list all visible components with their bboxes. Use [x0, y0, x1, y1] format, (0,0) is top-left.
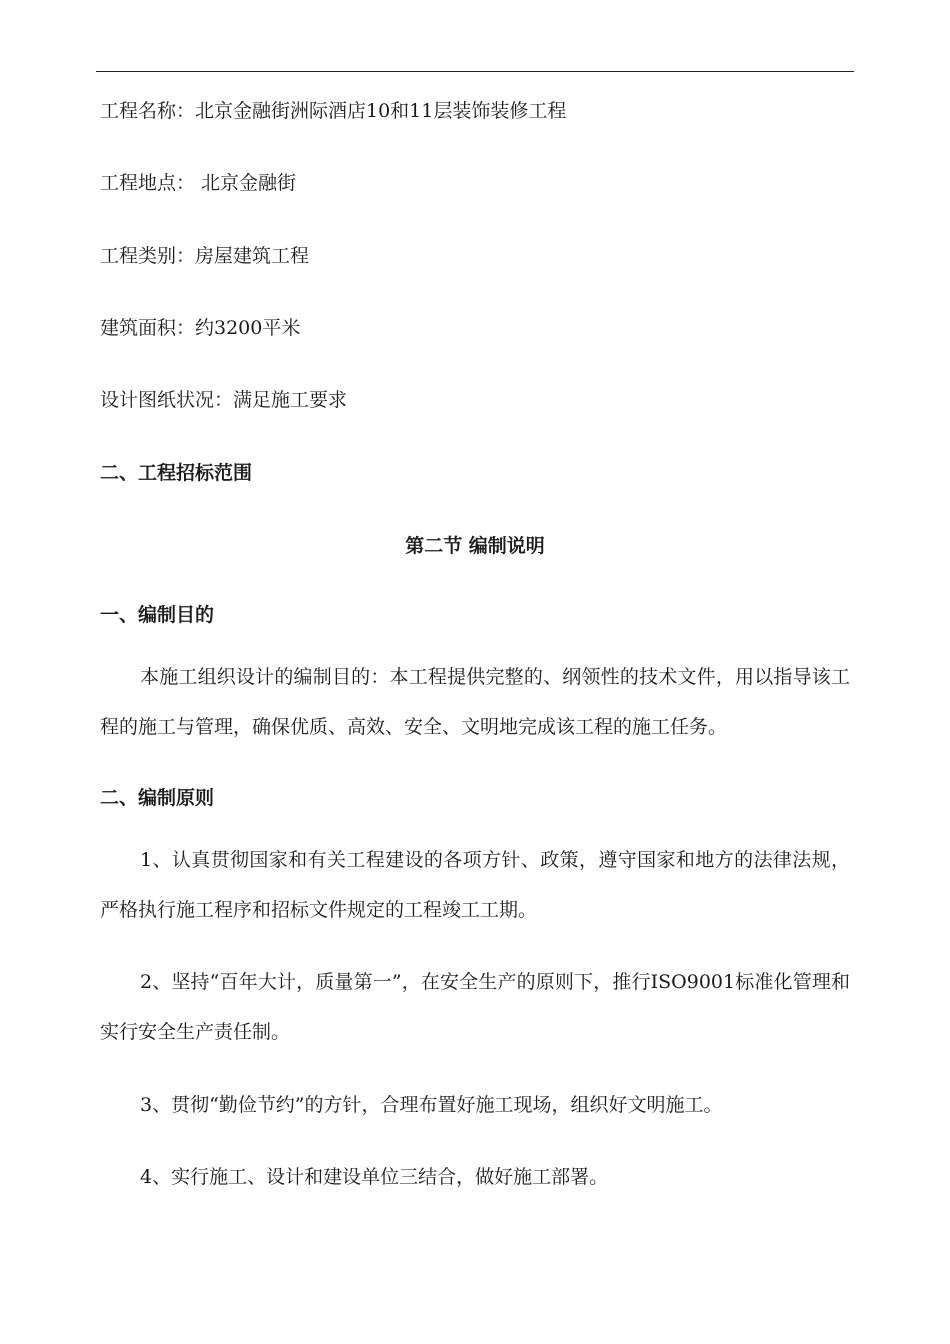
purpose-paragraph: 本施工组织设计的编制目的：本工程提供完整的、纲领性的技术文件，用以指导该工程的施工与管理，确保优质、高效、安全、文明地完成该工程的施工任务。: [100, 666, 850, 738]
principle-item: 3、贯彻“勤俭节约”的方针，合理布置好施工现场，组织好文明施工。: [140, 1094, 723, 1116]
drawing-status: 设计图纸状况：满足施工要求: [100, 389, 348, 411]
principle-item: 2、坚持“百年大计，质量第一”，在安全生产的原则下，推行ISO9001标准化管理和实行安全生产责任制。: [100, 971, 850, 1043]
bid-scope-heading: 二、工程招标范围: [100, 462, 253, 484]
section-title: 第二节 编制说明: [405, 535, 545, 557]
purpose-heading: 一、编制目的: [100, 604, 215, 626]
project-category: 工程类别：房屋建筑工程: [100, 245, 310, 267]
project-location: 工程地点： 北京金融街: [100, 172, 297, 194]
principle-item: 4、实行施工、设计和建设单位三结合，做好施工部署。: [140, 1166, 609, 1188]
principles-heading: 二、编制原则: [100, 787, 215, 809]
project-name: 工程名称：北京金融街洲际酒店10和11层装饰装修工程: [100, 100, 567, 122]
building-area: 建筑面积：约3200平米: [100, 317, 301, 339]
header-rule: [96, 71, 854, 72]
principle-item: 1、认真贯彻国家和有关工程建设的各项方针、政策，遵守国家和地方的法律法规，严格执行施工程序和招标文件规定的工程竣工工期。: [100, 849, 850, 921]
